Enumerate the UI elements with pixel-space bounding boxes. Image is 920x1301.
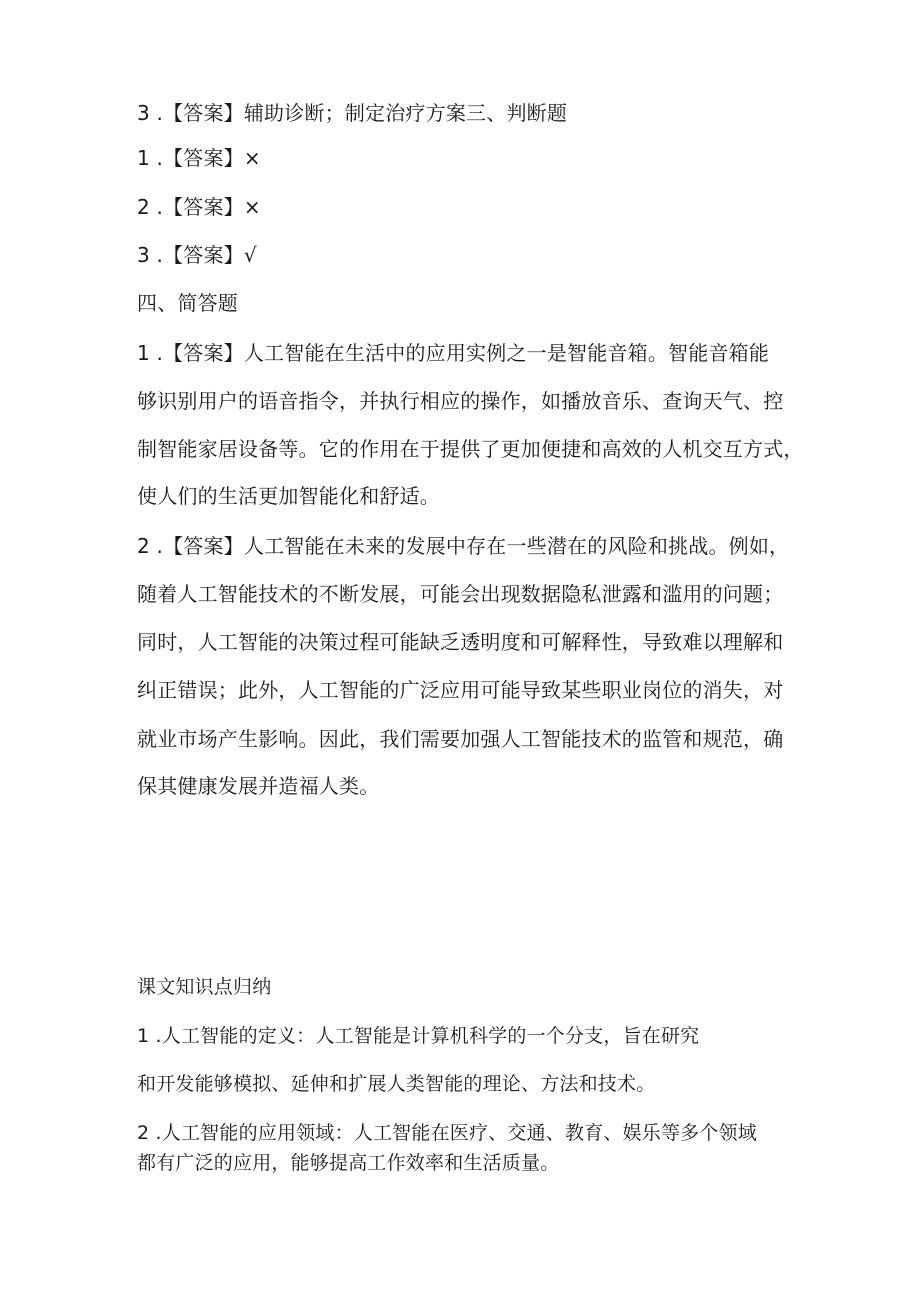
answer1-line: 够识别用户的语音指令，并执行相应的操作，如播放音乐、查询天气、控 bbox=[137, 389, 784, 413]
judgement-answer-2: 2 .【答案】× bbox=[137, 195, 261, 219]
answer2-line: 同时，人工智能的决策过程可能缺乏透明度和可解释性，导致难以理解和 bbox=[137, 630, 784, 654]
answer2-line: 2 .【答案】人工智能在未来的发展中存在一些潜在的风险和挑战。例如， bbox=[137, 534, 790, 558]
fill-answer-3: 3 .【答案】辅助诊断；制定治疗方案三、判断题 bbox=[137, 101, 568, 125]
knowledge-heading: 课文知识点归纳 bbox=[137, 976, 272, 998]
answer2-line: 就业市场产生影响。因此，我们需要加强人工智能技术的监管和规范，确 bbox=[137, 727, 784, 751]
point1-line: 1 .人工智能的定义：人工智能是计算机科学的一个分支，旨在研究 bbox=[137, 1025, 700, 1047]
answer2-line: 保其健康发展并造福人类。 bbox=[137, 774, 380, 798]
point2-line: 都有广泛的应用，能够提高工作效率和生活质量。 bbox=[137, 1152, 560, 1174]
short-answer-heading: 四、简答题 bbox=[137, 291, 238, 315]
answer1-line: 制智能家居设备等。它的作用在于提供了更加便捷和高效的人机交互方式， bbox=[137, 437, 804, 461]
answer1-line: 1 .【答案】人工智能在生活中的应用实例之一是智能音箱。智能音箱能 bbox=[137, 341, 770, 365]
answer2-line: 纠正错误；此外，人工智能的广泛应用可能导致某些职业岗位的消失，对 bbox=[137, 678, 784, 702]
point1-line: 和开发能够模拟、延伸和扩展人类智能的理论、方法和技术。 bbox=[137, 1073, 656, 1095]
judgement-answer-1: 1 .【答案】× bbox=[137, 146, 261, 170]
point2-line: 2 .人工智能的应用领域：人工智能在医疗、交通、教育、娱乐等多个领域 bbox=[137, 1122, 757, 1144]
answer2-line: 随着人工智能技术的不断发展，可能会出现数据隐私泄露和滥用的问题； bbox=[137, 582, 784, 606]
judgement-answer-3: 3 .【答案】√ bbox=[137, 243, 257, 267]
answer1-line: 使人们的生活更加智能化和舒适。 bbox=[137, 484, 440, 508]
